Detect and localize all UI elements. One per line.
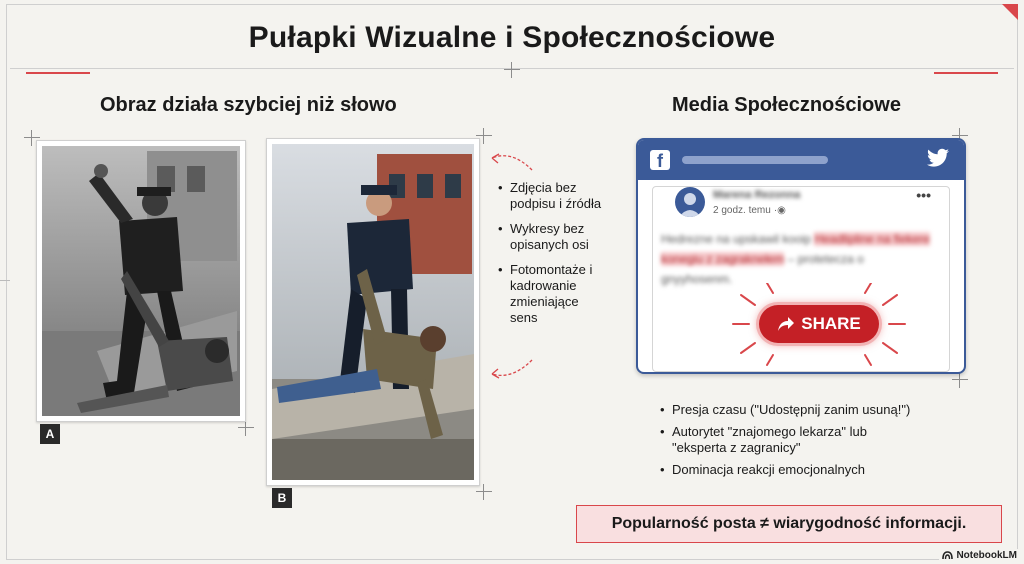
arrow-icon	[486, 356, 536, 382]
tick-left	[0, 280, 10, 281]
post-text-rest: – protetecza o gnyyhosenm.	[661, 252, 864, 286]
list-item: • Fotomontaże i kadrowanie zmieniające sens	[498, 262, 608, 326]
photo-b	[266, 138, 480, 486]
post-body	[652, 186, 950, 372]
list-item: • Autorytet "znajomego lekarza" lub "eksperta z zagranicy"	[660, 424, 902, 456]
crosshair-mark	[504, 62, 520, 78]
crosshair-mark	[952, 372, 968, 388]
post-text	[661, 229, 937, 289]
facebook-icon: f	[650, 150, 670, 170]
share-button[interactable]	[759, 305, 879, 343]
photo-b-label: B	[272, 488, 292, 508]
avatar	[675, 187, 705, 217]
globe-icon: ·◉	[773, 205, 786, 216]
visual-traps-list	[498, 180, 608, 335]
photo-a-label: A	[40, 424, 60, 444]
list-item: • Presja czasu ("Udostępnij zanim usuną!")	[660, 402, 990, 418]
title-bar	[10, 8, 1014, 69]
twitter-icon	[926, 148, 950, 170]
crosshair-mark	[238, 420, 254, 436]
social-traps-list	[660, 402, 990, 487]
fb-header	[638, 140, 964, 180]
photo-b-image	[267, 139, 479, 485]
facebook-post-mockup	[636, 138, 966, 374]
key-message-callout	[576, 505, 1002, 543]
list-item: • Zdjęcia bez podpisu i źródła	[498, 180, 608, 212]
share-label: SHARE	[801, 314, 861, 333]
user-icon	[675, 187, 705, 217]
accent-dash-left	[26, 72, 90, 74]
photo-a	[36, 140, 246, 422]
page-title: Pułapki Wizualne i Społecznościowe	[248, 21, 776, 54]
post-text-plain: Hedrezne na upskawil kooip	[661, 232, 812, 246]
list-item: • Dominacja reakcji emocjonalnych	[660, 462, 990, 478]
callout-text: Popularność posta ≠ wiarygodność informacji.	[611, 515, 967, 532]
post-author: Marena Rezonna	[713, 189, 801, 201]
share-icon	[777, 316, 795, 332]
photo-a-image	[37, 141, 245, 421]
post-time: 2 godz. temu	[713, 205, 771, 216]
brand-watermark	[939, 549, 1020, 562]
post-text-highlight: Headlipline na fiekere konegiu z zagraknełem	[661, 232, 930, 266]
brand-name: NotebookLM	[956, 550, 1017, 561]
accent-dash-right	[934, 72, 998, 74]
notebooklm-logo-icon	[942, 551, 953, 560]
left-heading: Obraz działa szybciej niż słowo	[100, 94, 397, 116]
right-heading: Media Społecznościowe	[672, 94, 901, 116]
arrow-icon	[486, 148, 536, 174]
fb-search-bar	[682, 156, 828, 164]
list-item: • Wykresy bez opisanych osi	[498, 221, 608, 253]
crosshair-mark	[476, 484, 492, 500]
more-icon[interactable]: •••	[916, 187, 931, 203]
post-meta	[713, 205, 786, 216]
